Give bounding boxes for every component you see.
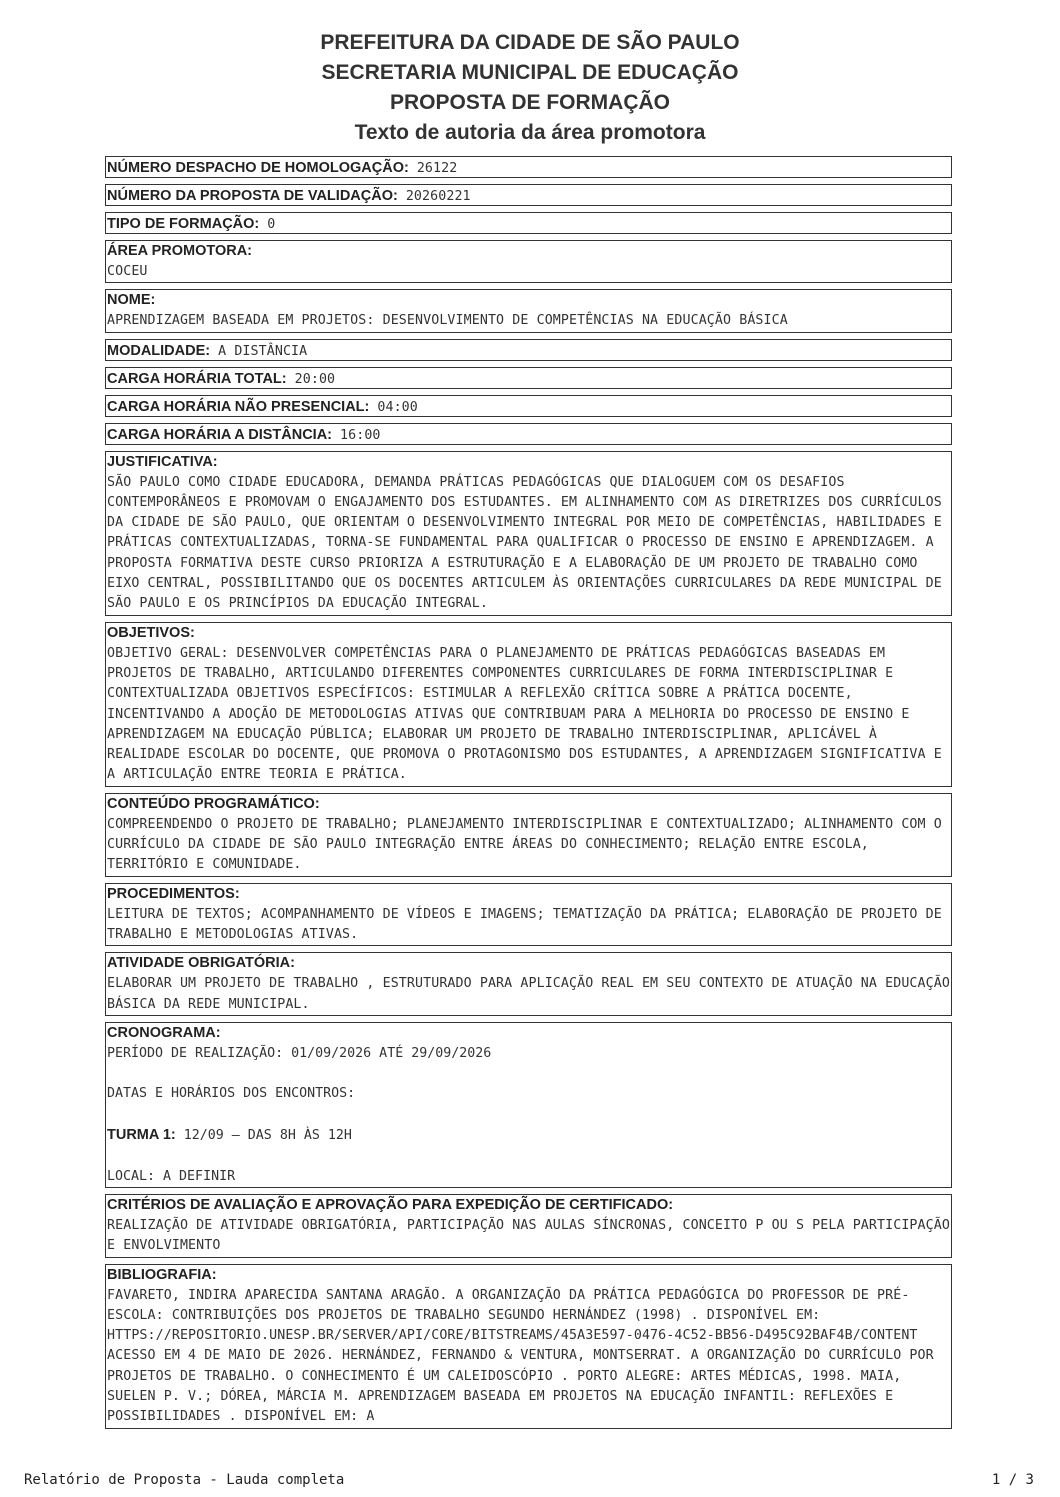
- field-value: A DISTÂNCIA: [218, 343, 308, 359]
- field-label: TIPO DE FORMAÇÃO:: [107, 216, 260, 232]
- footer-report-title: Relatório de Proposta - Lauda completa: [24, 1472, 345, 1488]
- field-label: CONTEÚDO PROGRAMÁTICO:: [107, 795, 320, 812]
- field-value: 0: [267, 217, 276, 232]
- field-carga-nao-presencial: [105, 395, 952, 417]
- cronograma-turma: [107, 1125, 950, 1146]
- page-number: 1 / 3: [991, 1472, 1034, 1488]
- field-value: 16:00: [340, 427, 381, 443]
- field-value: COMPREENDENDO O PROJETO DE TRABALHO; PLANEJAMENTO INTERDISCIPLINAR E CONTEXTUALIZADO; ALINHAMENTO COM O CURRÍCULO DA CIDADE DE SÃO PAULO INTEGRAÇÃO ENTRE ÁREAS DO CONHECIMENTO; RELAÇÃO ENTRE ESCOLA, TERRITÓRIO E COMUNIDADE.: [107, 816, 950, 873]
- turma-label: TURMA 1:: [107, 1127, 176, 1144]
- field-nome: [105, 289, 952, 332]
- field-label: BIBLIOGRAFIA:: [107, 1266, 217, 1283]
- field-label: NÚMERO DA PROPOSTA DE VALIDAÇÃO:: [107, 188, 398, 204]
- field-value: LEITURA DE TEXTOS; ACOMPANHAMENTO DE VÍDEOS E IMAGENS; TEMATIZAÇÃO DA PRÁTICA; ELABORAÇÃO DE PROJETO DE TRABALHO E METODOLOGIAS ATIVAS.: [107, 906, 950, 942]
- header-subtitle: Texto de autoria da área promotora: [354, 121, 706, 144]
- field-label: JUSTIFICATIVA:: [107, 453, 218, 470]
- field-area-promotora: [105, 240, 952, 283]
- field-carga-distancia: [105, 423, 952, 445]
- field-tipo: [105, 212, 952, 234]
- field-cronograma: [105, 1022, 952, 1188]
- field-label: CARGA HORÁRIA TOTAL:: [107, 370, 287, 387]
- field-label: CRONOGRAMA:: [107, 1024, 221, 1041]
- field-atividade-obrigatoria: [105, 952, 959, 1016]
- field-label: PROCEDIMENTOS:: [107, 885, 240, 902]
- field-label: NOME:: [107, 292, 156, 309]
- blank-line: [107, 1064, 950, 1084]
- field-label: MODALIDADE:: [107, 342, 211, 359]
- field-justificativa: [105, 451, 952, 616]
- field-value: 20:00: [294, 371, 336, 387]
- document-header: [0, 28, 1060, 148]
- field-despacho: [105, 156, 952, 178]
- field-value: 04:00: [377, 399, 418, 415]
- field-label: CARGA HORÁRIA A DISTÂNCIA:: [107, 426, 333, 443]
- field-value: 20260221: [405, 189, 471, 204]
- field-value: SÃO PAULO COMO CIDADE EDUCADORA, DEMANDA PRÁTICAS PEDAGÓGICAS QUE DIALOGUEM COM OS DESAFIOS CONTEMPORÂNEOS E PROMOVAM O ENGAJAMENTO DOS ESTUDANTES. EM ALINHAMENTO COM AS DIRETRIZES DOS CURRÍCULOS DA CIDADE DE SÃO PAULO, QUE ORIENTAM O DESENVOLVIMENTO INTEGRAL POR MEIO DE COMPETÊNCIAS, HABILIDADES E PRÁTICAS CONTEXTUALIZADAS, TORNA-SE FUNDAMENTAL PARA QUALIFICAR O PROCESSO DE ENSINO E APRENDIZAGEM. A PROPOSTA FORMATIVA DESTE CURSO PRIORIZA A ESTRUTURAÇÃO E A ELABORAÇÃO DE UM PROJETO DE TRABALHO COMO EIXO CENTRAL, POSSIBILITANDO QUE OS DOCENTES ARTICULEM ÀS ORIENTAÇÕES CURRICULARES DA REDE MUNICIPAL DE SÃO PAULO E OS PRINCÍPIOS DA EDUCAÇÃO INTEGRAL.: [107, 474, 950, 612]
- field-objetivos: [105, 622, 952, 787]
- field-carga-total: [105, 367, 952, 389]
- field-criterios: [105, 1194, 959, 1258]
- cronograma-periodo: PERÍODO DE REALIZAÇÃO: 01/09/2026 ATÉ 29/09/2026: [107, 1045, 492, 1061]
- proposal-fields: [105, 156, 959, 1435]
- field-value: OBJETIVO GERAL: DESENVOLVER COMPETÊNCIAS PARA O PLANEJAMENTO DE PRÁTICAS PEDAGÓGICAS BASEADAS EM PROJETOS DE TRABALHO, ARTICULANDO DIFERENTES COMPONENTES CURRICULARES DE FORMA INTERDISCIPLINAR E CONTEXTUALIZADA OBJETIVOS ESPECÍFICOS: ESTIMULAR A REFLEXÃO CRÍTICA SOBRE A PRÁTICA DOCENTE, INCENTIVANDO A ADOÇÃO DE METODOLOGIAS ATIVAS QUE CONTRIBUAM PARA A MELHORIA DO PROCESSO DE ENSINO E APRENDIZAGEM NA EDUCAÇÃO PÚBLICA; ELABORAR UM PROJETO DE TRABALHO INTERDISCIPLINAR, APLICÁVEL À REALIDADE ESCOLAR DO DOCENTE, QUE PROMOVA O PROTAGONISMO DOS ESTUDANTES, A APRENDIZAGEM SIGNIFICATIVA E A ARTICULAÇÃO ENTRE TEORIA E PRÁTICA.: [107, 645, 950, 783]
- field-label: ATIVIDADE OBRIGATÓRIA:: [107, 955, 295, 972]
- cronograma-datas: DATAS E HORÁRIOS DOS ENCONTROS:: [107, 1086, 356, 1102]
- field-label: NÚMERO DESPACHO DE HOMOLOGAÇÃO:: [107, 160, 409, 176]
- field-value: COCEU: [107, 264, 148, 279]
- field-value: FAVARETO, INDIRA APARECIDA SANTANA ARAGÃO. A ORGANIZAÇÃO DA PRÁTICA PEDAGÓGICA DO PROFESSOR DE PRÉ-ESCOLA: CONTRIBUIÇÕES DOS PROJETOS DE TRABALHO SEGUNDO HERNÁNDEZ (1998) . DISPONÍVEL EM: HTTPS://REPOSITORIO.UNESP.BR/SERVER/API/CORE/BITSTREAMS/45A3E597-0476-4C52-BB56-D495C92BAF4B/CONTENT ACESSO EM 4 DE MAIO DE 2026. HERNÁNDEZ, FERNANDO & VENTURA, MONTSERRAT. A ORGANIZAÇÃO DO CURRÍCULO POR PROJETOS DE TRABALHO. O CONHECIMENTO É UM CALEIDOSCÓPIO . PORTO ALEGRE: ARTES MÉDICAS, 1998. MAIA, SUELEN P. V.; DÓREA, MÁRCIA M. APRENDIZAGEM BASEADA EM PROJETOS NA EDUCAÇÃO INFANTIL: REFLEXÕES E POSSIBILIDADES . DISPONÍVEL EM: A: [107, 1287, 942, 1425]
- header-prefeitura: PREFEITURA DA CIDADE DE SÃO PAULO: [320, 31, 740, 54]
- field-conteudo-programatico: [105, 793, 952, 877]
- field-bibliografia: [105, 1264, 952, 1429]
- field-proposta: [105, 184, 952, 206]
- field-label: CARGA HORÁRIA NÃO PRESENCIAL:: [107, 398, 370, 415]
- turma-value: 12/09 – DAS 8H ÀS 12H: [183, 1128, 352, 1144]
- field-label: OBJETIVOS:: [107, 624, 195, 641]
- cronograma-local: LOCAL: A DEFINIR: [107, 1168, 236, 1184]
- blank-line: [107, 1105, 950, 1125]
- field-modalidade: [105, 339, 952, 361]
- field-value: REALIZAÇÃO DE ATIVIDADE OBRIGATÓRIA, PARTICIPAÇÃO NAS AULAS SÍNCRONAS, CONCEITO P OU S PELA PARTICIPAÇÃO E ENVOLVIMENTO: [107, 1217, 959, 1254]
- field-procedimentos: [105, 883, 952, 947]
- field-label: CRITÉRIOS DE AVALIAÇÃO E APROVAÇÃO PARA EXPEDIÇÃO DE CERTIFICADO:: [107, 1196, 674, 1213]
- field-value: ELABORAR UM PROJETO DE TRABALHO , ESTRUTURADO PARA APLICAÇÃO REAL EM SEU CONTEXTO DE ATUAÇÃO NA EDUCAÇÃO BÁSICA DA REDE MUNICIPAL.: [107, 976, 959, 1012]
- header-secretaria: SECRETARIA MUNICIPAL DE EDUCAÇÃO: [321, 61, 739, 84]
- field-label: ÁREA PROMOTORA:: [107, 243, 252, 259]
- field-value: 26122: [416, 161, 458, 176]
- header-proposta: PROPOSTA DE FORMAÇÃO: [389, 91, 670, 114]
- field-value: APRENDIZAGEM BASEADA EM PROJETOS: DESENVOLVIMENTO DE COMPETÊNCIAS NA EDUCAÇÃO BÁSICA: [107, 313, 788, 329]
- page-footer: [0, 1472, 1060, 1494]
- blank-line: [107, 1146, 950, 1166]
